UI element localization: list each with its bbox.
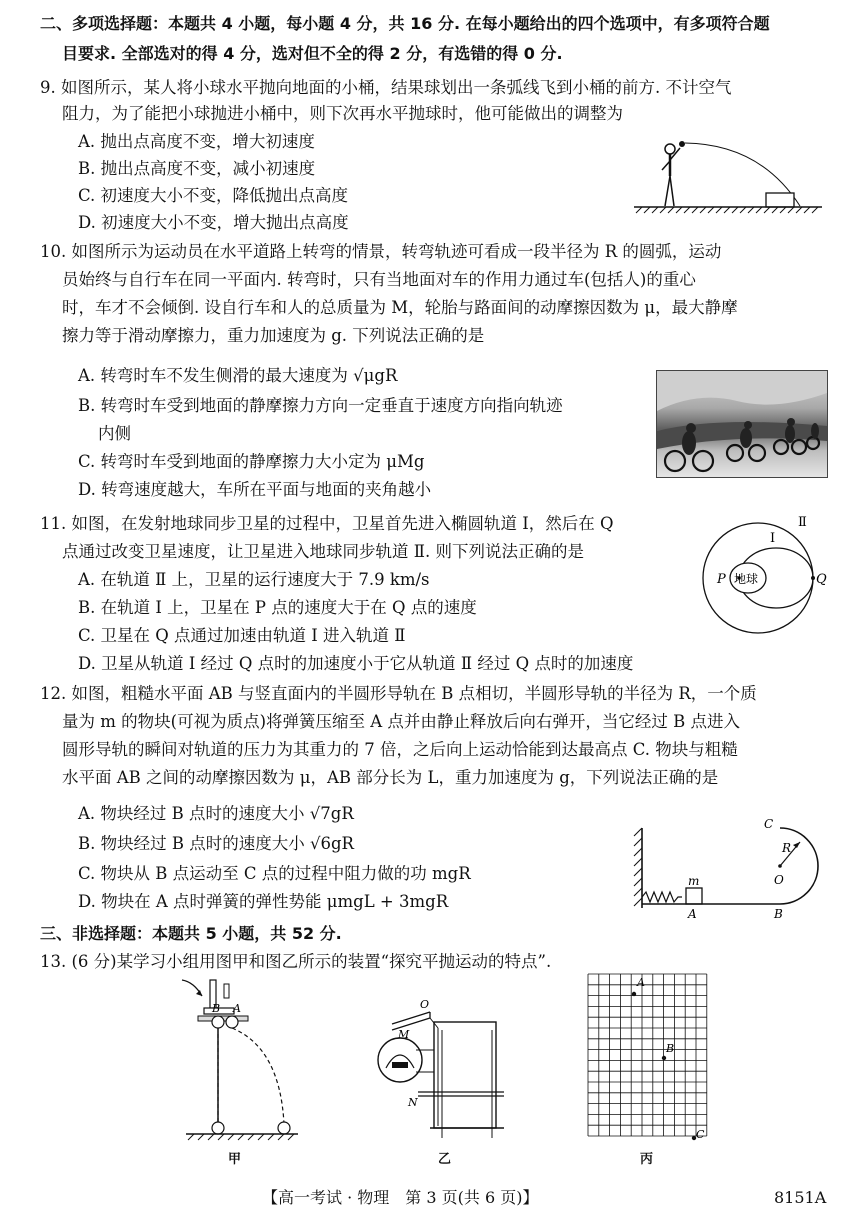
q10-stem-line4: 擦力等于滑动摩擦力，重力加速度为 g. 下列说法正确的是	[62, 326, 485, 345]
q13-figure-bing	[586, 972, 712, 1144]
jia-b-label: B	[212, 1002, 221, 1015]
radius-r-label: R	[782, 841, 792, 855]
q11-option-c: C. 卫星在 Q 点通过加速由轨道 Ⅰ 进入轨道 Ⅱ	[78, 626, 406, 645]
q10-option-b: B. 转弯时车受到地面的静摩擦力方向一定垂直于速度方向指向轨迹	[78, 396, 563, 415]
earth-label: 地球	[734, 572, 759, 586]
yi-n-label: N	[408, 1096, 418, 1109]
q12-stem-line3: 圆形导轨的瞬间对轨道的压力为其重力的 7 倍，之后向上运动恰能到达最高点 C. 物块与粗糙	[62, 740, 738, 759]
bing-a-label: A	[637, 976, 645, 989]
orbit-2-label: Ⅱ	[798, 515, 807, 530]
point-p-label: P	[717, 572, 726, 587]
center-o-label: O	[774, 873, 784, 887]
q10-option-d: D. 转弯速度越大，车所在平面与地面的夹角越小	[78, 480, 432, 499]
q9-option-d: D. 初速度大小不变，增大抛出点高度	[78, 213, 349, 232]
q13-figure-yi	[372, 998, 512, 1144]
q10-cycling-photo	[656, 370, 828, 478]
jia-a-label: A	[233, 1002, 241, 1015]
q9-stem-line1: 9. 如图所示，某人将小球水平抛向地面的小桶，结果球划出一条弧线飞到小桶的前方. 不计空气	[40, 78, 732, 97]
q12-option-c: C. 物块从 B 点运动至 C 点的过程中阻力做的功 mgR	[78, 864, 471, 883]
q11-orbit-figure	[680, 510, 830, 636]
q12-stem-line2: 量为 m 的物块(可视为质点)将弹簧压缩至 A 点并由静止释放后向右弹开，当它经过 B 点进入	[62, 712, 741, 731]
q9-option-b: B. 抛出点高度不变，减小初速度	[78, 159, 316, 178]
point-a-label: A	[688, 907, 697, 921]
q10-option-a: A. 转弯时车不发生侧滑的最大速度为 √μgR	[78, 366, 398, 385]
q9-option-c: C. 初速度大小不变，降低抛出点高度	[78, 186, 349, 205]
section-2-header-cont: 目要求. 全部选对的得 4 分，选对但不全的得 2 分，有选错的得 0 分.	[62, 44, 563, 63]
q11-stem-line2: 点通过改变卫星速度，让卫星进入地球同步轨道 Ⅱ. 则下列说法正确的是	[62, 542, 584, 561]
bing-b-label: B	[666, 1042, 675, 1055]
yi-m-label: M	[398, 1028, 410, 1041]
q11-option-a: A. 在轨道 Ⅱ 上，卫星的运行速度大于 7.9 km/s	[78, 570, 430, 589]
caption-bing: 丙	[640, 1152, 654, 1167]
point-c-label: C	[764, 817, 774, 831]
q12-option-a: A. 物块经过 B 点时的速度大小 √7gR	[78, 804, 354, 823]
caption-jia: 甲	[228, 1152, 242, 1167]
q13-figure-jia	[176, 978, 306, 1146]
q10-option-c: C. 转弯时车受到地面的静摩擦力大小定为 μMg	[78, 452, 425, 471]
q12-option-b: B. 物块经过 B 点时的速度大小 √6gR	[78, 834, 354, 853]
q12-track-figure	[630, 798, 830, 922]
q10-stem-line2: 员始终与自行车在同一平面内. 转弯时，只有当地面对车的作用力通过车(包括人)的重心	[62, 270, 696, 289]
point-q-label: Q	[816, 572, 827, 587]
q12-stem-line4: 水平面 AB 之间的动摩擦因数为 μ，AB 部分长为 L，重力加速度为 g，下列说法正确的是	[62, 768, 719, 787]
q11-option-b: B. 在轨道 Ⅰ 上，卫星在 P 点的速度大于在 Q 点的速度	[78, 598, 477, 617]
exam-code: 8151A	[774, 1188, 827, 1207]
bing-c-label: C	[696, 1128, 705, 1141]
q13-stem-line1: 13. (6 分)某学习小组用图甲和图乙所示的装置“探究平抛运动的特点”.	[40, 952, 552, 971]
point-b-label: B	[774, 907, 783, 921]
mass-label: m	[688, 874, 700, 888]
orbit-1-label: Ⅰ	[770, 531, 776, 546]
q10-option-b-cont: 内侧	[98, 424, 131, 443]
section-3-header: 三、非选择题：本题共 5 小题，共 52 分.	[40, 924, 342, 943]
yi-o-label: O	[420, 998, 430, 1011]
q9-option-a: A. 抛出点高度不变，增大初速度	[78, 132, 315, 151]
q9-throw-figure	[630, 130, 826, 216]
caption-yi: 乙	[438, 1152, 452, 1167]
q9-stem-line2: 阻力，为了能把小球抛进小桶中，则下次再水平抛球时，他可能做出的调整为	[62, 104, 623, 123]
q12-stem-line1: 12. 如图，粗糙水平面 AB 与竖直面内的半圆形导轨在 B 点相切，半圆形导轨的半径为 R，一个质	[40, 684, 757, 703]
q12-option-d: D. 物块在 A 点时弹簧的弹性势能 μmgL + 3mgR	[78, 892, 449, 911]
section-2-header: 二、多项选择题：本题共 4 小题，每小题 4 分，共 16 分. 在每小题给出的四个选项中，有多项符合题	[40, 14, 770, 33]
q11-option-d: D. 卫星从轨道 Ⅰ 经过 Q 点时的加速度小于它从轨道 Ⅱ 经过 Q 点时的加速度	[78, 654, 634, 673]
q10-stem-line1: 10. 如图所示为运动员在水平道路上转弯的情景，转弯轨迹可看成一段半径为 R 的圆弧，运动	[40, 242, 722, 261]
q11-stem-line1: 11. 如图，在发射地球同步卫星的过程中，卫星首先进入椭圆轨道 Ⅰ，然后在 Q	[40, 514, 614, 533]
q10-stem-line3: 时，车才不会倾倒. 设自行车和人的总质量为 M，轮胎与路面间的动摩擦因数为 μ，最大静摩	[62, 298, 738, 317]
page-footer: 【高一考试 · 物理 第 3 页(共 6 页)】	[262, 1188, 539, 1207]
